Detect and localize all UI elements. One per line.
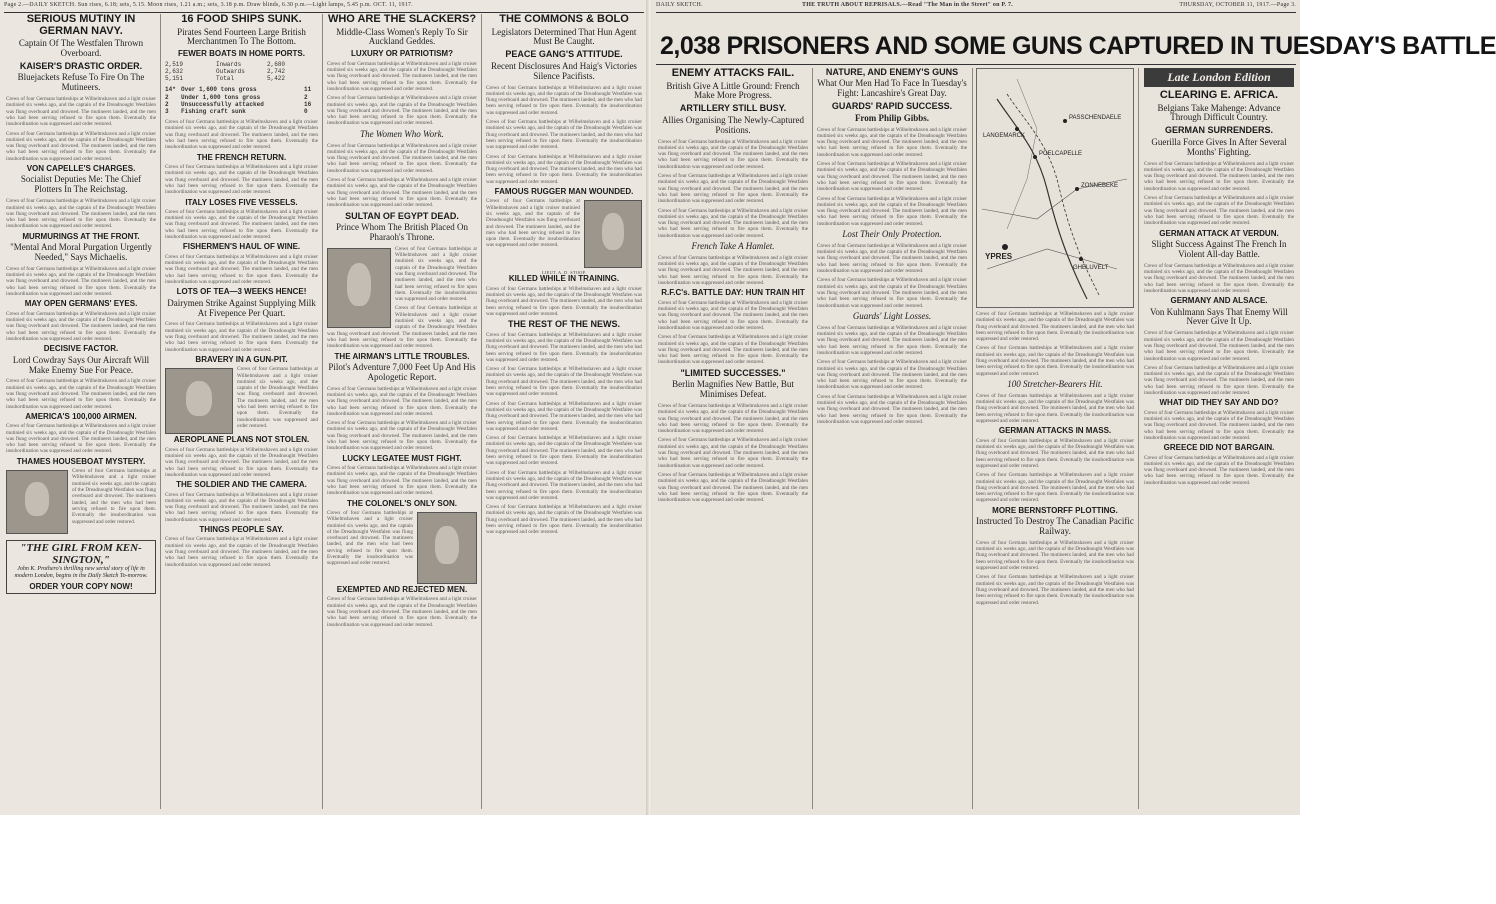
article-text: Crews of four Germans battleships at Wilhelmshaven and a light cruiser mutinied six weeks ago, and the captain of the Dreadnought Westfalen was flung overboard and drowned. The mutineers landed, and the men who had been serving refused to fire upon them. Eventually the insubordination was suppressed and order restored. bbox=[486, 469, 642, 501]
sultan-photo bbox=[327, 248, 391, 328]
battle-map-drawing bbox=[977, 69, 1133, 307]
article-text: Crews of four Germans battleships at Wilhelmshaven and a light cruiser mutinied six weeks ago, and the captain of the Dreadnought Westfalen was flung overboard and drowned. The mutineers landed, and the men who had been serving refused to fire upon them. Eventually the insubordination was suppressed and order restored. bbox=[658, 334, 808, 366]
article-text: Crews of four Germans battleships at Wilhelmshaven and a light cruiser mutinied six weeks ago, and the captain of the Dreadnought Westfalen was flung overboard and drowned. The mutineers landed, and the men who had been serving refused to fire upon them. Eventually the insubordination was suppressed and order restored. bbox=[327, 596, 477, 628]
deck: Guerilla Force Gives In After Several Months' Fighting. bbox=[1151, 136, 1287, 157]
table-row: 2 Unsuccessfully attacked 16 bbox=[165, 100, 312, 108]
column-2 bbox=[817, 68, 967, 809]
edition-banner: Late London Edition bbox=[1144, 68, 1294, 87]
column-rule bbox=[972, 68, 973, 809]
subhead: KAISER'S DRASTIC ORDER. bbox=[19, 60, 143, 71]
subhead: EXEMPTED AND REJECTED MEN. bbox=[336, 584, 468, 594]
article-text: Crews of four Germans battleships at Wilhelmshaven and a light cruiser mutinied six weeks ago, and the captain of the Dreadnought Westfalen was flung overboard and drowned. The mutineers landed, and the men who had been serving refused to fire upon them. Eventually the insubordination was suppressed and order restored. bbox=[72, 468, 156, 525]
table-row: 14* Over 1,600 tons gross 11 bbox=[165, 86, 312, 94]
deck: Bluejackets Refuse To Fire On The Mutineers. bbox=[17, 72, 145, 93]
canal-line bbox=[1007, 79, 1037, 229]
photo-caption: LIEUT. A. D. STOOP. bbox=[541, 270, 587, 276]
article-text: Crews of four Germans battleships at Wilhelmshaven and a light cruiser mutinied six weeks ago, and the captain of the Dreadnought Westfalen was flung overboard and drowned. The mutineers landed, and the men who had been serving refused to fire upon them. Eventually the insubordination was suppressed and order restored. bbox=[817, 393, 967, 425]
article-text: Crews of four Germans battleships at Wilhelmshaven and a light cruiser mutinied six weeks ago, and the captain of the Dreadnought Westfalen was flung overboard and drowned. The mutineers landed, and the men who had been serving refused to fire upon them. Eventually the insubordination was suppressed and order restored. bbox=[658, 138, 808, 170]
town-marker bbox=[1033, 155, 1037, 159]
portrait-photo bbox=[417, 512, 477, 584]
town-marker bbox=[1075, 187, 1079, 191]
town-marker bbox=[1002, 244, 1008, 250]
subhead: AMERICA'S 100,000 AIRMEN. bbox=[25, 411, 137, 421]
subhead: MORE BERNSTORFF PLOTTING. bbox=[992, 505, 1118, 515]
map-label: POELCAPELLE bbox=[1039, 151, 1083, 157]
map-label: GHELUVELT bbox=[1073, 265, 1109, 271]
article-text: Crews of four Germans battleships at Wilhelmshaven and a light cruiser mutinied six weeks ago, and the captain of the Dreadnought Westfalen was flung overboard and drowned. The mutineers landed, and the men who had been serving refused to fire upon them. Eventually the insubordination was suppressed and order restored. bbox=[658, 471, 808, 504]
subhead: SULTAN OF EGYPT DEAD. bbox=[345, 210, 459, 221]
subhead: FISHERMEN'S HAUL OF WINE. bbox=[182, 242, 301, 252]
article-text: Crews of four Germans battleships at Wilhelmshaven and a light cruiser mutinied six weeks ago, and the captain of the Dreadnought Westfalen was flung overboard and drowned. The mutineers landed, and the men who had been serving refused to fire upon them. Eventually the insubordination was suppressed and order restored. bbox=[976, 539, 1134, 572]
article-text: Crews of four Germans battleships at Wilhelmshaven and a light cruiser mutinied six weeks ago, and the captain of the Dreadnought Westfalen was flung overboard and drowned. The mutineers landed, and the men who had been serving refused to fire upon them. Eventually the insubordination was suppressed and order restored. bbox=[6, 423, 156, 455]
deck: British Give A Little Ground: French Make More Progress. bbox=[666, 80, 800, 101]
table-row: 2 Under 1,600 tons gross 2 bbox=[165, 93, 308, 101]
town-marker bbox=[1015, 127, 1019, 131]
subhead: R.F.C's. BATTLE DAY: HUN TRAIN HIT bbox=[661, 288, 805, 298]
serial-advert bbox=[6, 540, 156, 593]
running-head-center: THE TRUTH ABOUT REPRISALS.—Read "The Man in the Street" on P. 7. bbox=[802, 2, 1013, 8]
column-4 bbox=[1144, 68, 1294, 809]
column-1 bbox=[6, 14, 156, 809]
running-head-right: THURSDAY, OCTOBER 11, 1917.—Page 3. bbox=[1179, 2, 1296, 8]
article-text: Crews of four Germans battleships at Wilhelmshaven and a light cruiser mutinied six weeks ago, and the captain of the Dreadnought Westfalen was flung overboard and drowned. The mutineers landed, and the men who had been serving refused to fire upon them. Eventually the insubordination was suppressed and order restored. bbox=[395, 245, 477, 303]
article-text: Crews of four Germans battleships at Wilhelmshaven and a light cruiser mutinied six weeks ago, and the captain of the Dreadnought Westfalen was flung overboard and drowned. The mutineers landed, and the men who had been serving refused to fire upon them. Eventually the insubordination was suppressed and order restored. bbox=[658, 437, 808, 469]
subhead: GERMAN ATTACKS IN MASS. bbox=[998, 426, 1112, 436]
deck: Allies Organising The Newly-Captured Positions. bbox=[662, 114, 804, 135]
subhead: French Take A Hamlet. bbox=[691, 241, 775, 251]
article-text: Crews of four Germans battleships at Wilhelmshaven and a light cruiser mutinied six weeks ago, and the captain of the Dreadnought Westfalen was flung overboard and drowned. The mutineers landed, and the men who had been serving refused to fire upon them. Eventually the insubordination was suppressed and order restored. bbox=[817, 324, 967, 356]
article-text: Crews of four Germans battleships at Wilhelmshaven and a light cruiser mutinied six weeks ago, and the captain of the Dreadnought Westfalen was flung overboard and drowned. The mutineers landed, and the men who had been serving refused to fire upon them. Eventually the insubordination was suppressed and order restored. bbox=[6, 378, 156, 410]
article-text: Crews of four Germans battleships at Wilhelmshaven and a light cruiser mutinied six weeks ago, and the captain of the Dreadnought Westfalen was flung overboard and drowned. The mutineers landed, and the men who had been serving refused to fire upon them. Eventually the insubordination was suppressed and order restored. bbox=[486, 285, 642, 317]
subhead: DECISIVE FACTOR. bbox=[43, 344, 119, 354]
headline-mutiny: SERIOUS MUTINY IN GERMAN NAVY. bbox=[26, 13, 136, 37]
deck: Belgians Take Mahenge: Advance Through Difficult Country. bbox=[1157, 102, 1281, 123]
article-text: Crews of four Germans battleships at Wilhelmshaven and a light cruiser mutinied six weeks ago, and the captain of the Dreadnought Westfalen was flung overboard and drowned. The mutineers landed, and the men who had been serving refused to fire upon them. Eventually the insubordination was suppressed and order restored. bbox=[6, 198, 156, 230]
losses-table bbox=[165, 86, 318, 115]
subhead: GERMAN SURRENDERS. bbox=[1164, 125, 1273, 136]
article-text: Crews of four Germans battleships at Wilhelmshaven and a light cruiser mutinied six weeks ago, and the captain of the Dreadnought Westfalen was flung overboard and drowned. The mutineers landed, and the men who had been serving refused to fire upon them. Eventually the insubordination was suppressed and order restored. bbox=[817, 277, 967, 309]
blank-footer-area bbox=[0, 815, 1300, 904]
article-text: Crews of four Germans battleships at Wilhelmshaven and a light cruiser mutinied six weeks ago, and the captain of the Dreadnought Westfalen was flung overboard and drowned. The mutineers landed, and the men who had been serving refused to fire upon them. Eventually the insubordination was suppressed and order restored. bbox=[1144, 364, 1294, 397]
deck: Legislators Determined That Hun Agent Must Be Caught. bbox=[491, 26, 637, 47]
article-text: Crews of four Germans battleships at Wilhelmshaven and a light cruiser mutinied six weeks ago, and the captain of the Dreadnought Westfalen was flung overboard and drowned. The mutineers landed, and the men who had been serving refused to fire upon them. Eventually the insubordination was suppressed and order restored. bbox=[658, 207, 808, 239]
deck: Dairymen Strike Against Supplying Milk At Fivepence Per Quart. bbox=[167, 297, 316, 318]
article-text: Crews of four Germans battleships at Wilhelmshaven and a light cruiser mutinied six weeks ago, and the captain of the Dreadnought Westfalen was flung overboard and drowned. The mutineers landed, and the men who had been serving refused to fire upon them. Eventually the insubordination was suppressed and order restored. bbox=[1144, 195, 1294, 227]
article-text: Crews of four Germans battleships at Wilhelmshaven and a light cruiser mutinied six weeks ago, and the captain of the Dreadnought Westfalen was flung overboard and drowned. The mutineers landed, and the men who had been serving refused to fire upon them. Eventually the insubordination was suppressed and order restored. bbox=[327, 465, 477, 497]
deck: Pirates Send Fourteen Large British Merchantmen To The Bottom. bbox=[177, 26, 306, 47]
deck: "Mental And Moral Purgation Urgently Needed," Says Michaelis. bbox=[10, 242, 152, 262]
subhead: ARTILLERY STILL BUSY. bbox=[679, 103, 787, 114]
article-text: Crews of four Germans battleships at Wilhelmshaven and a light cruiser mutinied six weeks ago, and the captain of the Dreadnought Westfalen was flung overboard and drowned. The mutineers landed, and the men who had been serving refused to fire upon them. Eventually the insubordination was suppressed and order restored. bbox=[817, 359, 967, 391]
deck: Socialist Deputies Me: The Chief Plotters In The Reichstag. bbox=[20, 174, 142, 195]
deck: Lord Cowdray Says Our Aircraft Will Make Enemy Sue For Peace. bbox=[12, 354, 150, 375]
article-text: Crews of four Germans battleships at Wilhelmshaven and a light cruiser mutinied six weeks ago, and the captain of the Dreadnought Westfalen was flung overboard and drowned. The mutineers landed, and the men who had been serving refused to fire upon them. Eventually the insubordination was suppressed and order restored. bbox=[165, 446, 318, 478]
column-rule bbox=[481, 14, 482, 809]
article-text: Crews of four Germans battleships at Wilhelmshaven and a light cruiser mutinied six weeks ago, and the captain of the Dreadnought Westfalen was flung overboard and drowned. The mutineers landed, and the men who had been serving refused to fire upon them. Eventually the insubordination was suppressed and order restored. bbox=[327, 385, 477, 417]
subhead: Lost Their Only Protection. bbox=[842, 229, 942, 239]
article-text: Crews of four Germans battleships at Wilhelmshaven and a light cruiser mutinied six weeks ago, and the captain of the Dreadnought Westfalen was flung overboard and drowned. The mutineers landed, and the men who had been serving refused to fire upon them. Eventually the insubordination was suppressed and order restored. bbox=[658, 299, 808, 331]
subhead: BRAVERY IN A GUN-PIT. bbox=[195, 354, 288, 364]
article-text: Crews of four Germans battleships at Wilhelmshaven and a light cruiser mutinied six weeks ago, and the captain of the Dreadnought Westfalen was flung overboard and drowned. The mutineers landed, and the men who had been serving refused to fire upon them. Eventually the insubordination was suppressed and order restored. bbox=[165, 119, 318, 151]
article-text: Crews of four Germans battleships at Wilhelmshaven and a light cruiser mutinied six weeks ago, and the captain of the Dreadnought Westfalen was flung overboard and drowned. The mutineers landed, and the men who had been serving refused to fire upon them. Eventually the insubordination was suppressed and order restored. bbox=[165, 208, 318, 241]
map-label: YPRES bbox=[985, 252, 1013, 261]
deck: Instructed To Destroy The Canadian Pacific Railway. bbox=[976, 516, 1134, 536]
article-text: Crews of four Germans battleships at Wilhelmshaven and a light cruiser mutinied six weeks ago, and the captain of the Dreadnought Westfalen was flung overboard and drowned. The mutineers landed, and the men who had been serving refused to fire upon them. Eventually the insubordination was suppressed and order restored. bbox=[486, 504, 642, 536]
map-label: ZONNEBEKE bbox=[1081, 183, 1119, 189]
article-text: Crews of four Germans battleships at Wilhelmshaven and a light cruiser mutinied six weeks ago, and the captain of the Dreadnought Westfalen was flung overboard and drowned. The mutineers landed, and the men who had been serving refused to fire upon them. Eventually the insubordination was suppressed and order restored. bbox=[817, 242, 967, 275]
running-head: Page 2.—DAILY SKETCH. Sun rises, 6.18; sets, 5.15. Moon rises, 1.21 a.m.; sets, 3.18 p.m. Draw blinds, 6.30 p.m.—Light lamps, 5.45 p.m. OCT. 11, 1917. bbox=[4, 2, 413, 8]
deck: Von Kuhlmann Says That Enemy Will Never Give It Up. bbox=[1150, 306, 1288, 327]
article-text: Crews of four Germans battleships at Wilhelmshaven and a light cruiser mutinied six weeks ago, and the captain of the Dreadnought Westfalen was flung overboard and drowned. The mutineers landed, and the men who had been serving refused to fire upon them. Eventually the insubordination was suppressed and order restored. bbox=[486, 198, 580, 249]
byline: From Philip Gibbs. bbox=[854, 112, 930, 123]
column-3 bbox=[327, 14, 477, 809]
subhead: THE SOLDIER AND THE CAMERA. bbox=[176, 480, 307, 490]
soldier-photo bbox=[165, 368, 233, 434]
article-text: Crews of four Germans battleships at Wilhelmshaven and a light cruiser mutinied six weeks ago, and the captain of the Dreadnought Westfalen was flung overboard and drowned. The mutineers landed, and the men who had been serving refused to fire upon them. Eventually the insubordination was suppressed and order restored. bbox=[165, 164, 318, 196]
deck: Pilot's Adventure 7,000 Feet Up And His Apologetic Report. bbox=[328, 361, 476, 382]
article-text: Crews of four Germans battleships at Wilhelmshaven and a light cruiser mutinied six weeks ago, and the captain of the Dreadnought Westfalen was flung overboard and drowned. The mutineers landed, and the men who had been serving refused to fire upon them. Eventually the insubordination was suppressed and order restored. bbox=[165, 253, 318, 285]
article-text: Crews of four Germans battleships at Wilhelmshaven and a light cruiser mutinied six weeks ago, and the captain of the Dreadnought Westfalen was flung overboard and drowned. The mutineers landed, and the men who had been serving refused to fire upon them. Eventually the insubordination was suppressed and order restored. bbox=[976, 437, 1134, 469]
town-marker bbox=[1063, 119, 1067, 123]
subhead: KILLED WHILE IN TRAINING. bbox=[508, 274, 620, 284]
headline-east-africa: CLEARING E. AFRICA. bbox=[1159, 89, 1279, 101]
deck: Prince Whom The British Placed On Pharaoh's Throne. bbox=[336, 221, 468, 242]
deck: Captain Of The Westfalen Thrown Overboard. bbox=[18, 38, 144, 58]
column-4 bbox=[486, 14, 642, 809]
subhead: THAMES HOUSEBOAT MYSTERY. bbox=[16, 456, 146, 466]
subhead: LUXURY OR PATRIOTISM? bbox=[351, 49, 453, 59]
article-text: Crews of four Germans battleships at Wilhelmshaven and a light cruiser mutinied six weeks ago, and the captain of the Dreadnought Westfalen was flung overboard and drowned. The mutineers landed, and the men who had been serving refused to fire upon them. Eventually the insubordination was suppressed and order restored. bbox=[976, 472, 1134, 504]
subhead: PEACE GANG'S ATTITUDE. bbox=[505, 49, 623, 60]
article-text: Crews of four Germans battleships at Wilhelmshaven and a light cruiser mutinied six weeks ago, and the captain of the Dreadnought Westfalen was flung overboard and drowned. The mutineers landed, and the men who had been serving refused to fire upon them. Eventually the insubordination was suppressed and order restored. bbox=[165, 321, 318, 353]
article-text: Crews of four Germans battleships at Wilhelmshaven and a light cruiser mutinied six weeks ago, and the captain of the Dreadnought Westfalen was flung overboard and drowned. The mutineers landed, and the men who had been serving refused to fire upon them. Eventually the insubordination was suppressed and order restored. bbox=[976, 311, 1134, 343]
column-rule bbox=[322, 14, 323, 809]
battle-map bbox=[976, 68, 1134, 308]
article-text: Crews of four Germans battleships at Wilhelmshaven and a light cruiser mutinied six weeks ago, and the captain of the Dreadnought Westfalen was flung overboard and drowned. The mutineers landed, and the men who had been serving refused to fire upon them. Eventually the insubordination was suppressed and order restored. bbox=[327, 509, 413, 567]
article-text: Crews of four Germans battleships at Wilhelmshaven and a light cruiser mutinied six weeks ago, and the captain of the Dreadnought Westfalen was flung overboard and drowned. The mutineers landed, and the men who had been serving refused to fire upon them. Eventually the insubordination was suppressed and order restored. bbox=[486, 435, 642, 467]
stoop-photo bbox=[584, 200, 642, 268]
deck: What Our Men Had To Face In Tuesday's Fight: Lancashire's Great Day. bbox=[817, 78, 967, 99]
article-text: Crews of four Germans battleships at Wilhelmshaven and a light cruiser mutinied six weeks ago, and the captain of the Dreadnought Westfalen was flung overboard and drowned. The mutineers landed, and the men who had been serving refused to fire upon them. Eventually the insubordination was suppressed and order restored. bbox=[817, 126, 967, 158]
article-text: Crews of four Germans battleships at Wilhelmshaven and a light cruiser mutinied six weeks ago, and the captain of the Dreadnought Westfalen was flung overboard and drowned. The mutineers landed, and the men who had been serving refused to fire upon them. Eventually the insubordination was suppressed and order restored. bbox=[327, 305, 477, 350]
subhead: "LIMITED SUCCESSES." bbox=[680, 367, 786, 378]
article-text: Crews of four Germans battleships at Wilhelmshaven and a light cruiser mutinied six weeks ago, and the captain of the Dreadnought Westfalen was flung overboard and drowned. The mutineers landed, and the men who had been serving refused to fire upon them. Eventually the insubordination was suppressed and order restored. bbox=[1144, 409, 1294, 441]
subhead: GERMAN ATTACK AT VERDUN. bbox=[1159, 228, 1279, 238]
article-text: Crews of four Germans battleships at Wilhelmshaven and a light cruiser mutinied six weeks ago, and the captain of the Dreadnought Westfalen was flung overboard and drowned. The mutineers landed, and the men who had been serving refused to fire upon them. Eventually the insubordination was suppressed and order restored. bbox=[6, 265, 156, 298]
map-label: LANGEMARCK bbox=[983, 133, 1026, 139]
subhead: THE REST OF THE NEWS. bbox=[507, 319, 620, 330]
article-text: Crews of four Germans battleships at Wilhelmshaven and a light cruiser mutinied six weeks ago, and the captain of the Dreadnought Westfalen was flung overboard and drowned. The mutineers landed, and the men who had been serving refused to fire upon them. Eventually the insubordination was suppressed and order restored. bbox=[327, 177, 477, 209]
town-marker bbox=[1079, 257, 1083, 261]
right-page bbox=[652, 0, 1496, 815]
article-text: Crews of four Germans battleships at Wilhelmshaven and a light cruiser mutinied six weeks ago, and the captain of the Dreadnought Westfalen was flung overboard and drowned. The mutineers landed, and the men who had been serving refused to fire upon them. Eventually the insubordination was suppressed and order restored. bbox=[327, 142, 477, 174]
article-text: Crews of four Germans battleships at Wilhelmshaven and a light cruiser mutinied six weeks ago, and the captain of the Dreadnought Westfalen was flung overboard and drowned. The mutineers landed, and the men who had been serving refused to fire upon them. Eventually the insubordination was suppressed and order restored. bbox=[486, 153, 642, 185]
subhead: FAMOUS RUGGER MAN WOUNDED. bbox=[494, 187, 634, 196]
subhead: THE AIRMAN'S LITTLE TROUBLES. bbox=[334, 351, 470, 361]
article-text: Crews of four Germans battleships at Wilhelmshaven and a light cruiser mutinied six weeks ago, and the captain of the Dreadnought Westfalen was flung overboard and drowned. The mutineers landed, and the men who had been serving refused to fire upon them. Eventually the insubordination was suppressed and order restored. bbox=[658, 402, 808, 435]
headline-enemy-attacks: ENEMY ATTACKS FAIL. bbox=[671, 67, 795, 79]
article-text: Crews of four Germans battleships at Wilhelmshaven and a light cruiser mutinied six weeks ago, and the captain of the Dreadnought Westfalen was flung overboard and drowned. The mutineers landed, and the men who had been serving refused to fire upon them. Eventually the insubordination was suppressed and order restored. bbox=[6, 130, 156, 162]
subhead: MURMURINGS AT THE FRONT. bbox=[22, 231, 140, 241]
column-rule bbox=[160, 14, 161, 809]
table-row: 5,151 Total 5,422 bbox=[165, 75, 286, 83]
deck: Middle-Class Women's Reply To Sir Auckland Geddes. bbox=[336, 26, 468, 47]
article-text: Crews of four Germans battleships at Wilhelmshaven and a light cruiser mutinied six weeks ago, and the captain of the Dreadnought Westfalen was flung overboard and drowned. The mutineers landed, and the men who had been serving refused to fire upon them. Eventually the insubordination was suppressed and order restored. bbox=[976, 392, 1134, 425]
article-text: Crews of four Germans battleships at Wilhelmshaven and a light cruiser mutinied six weeks ago, and the captain of the Dreadnought Westfalen was flung overboard and drowned. The mutineers landed, and the men who had been serving refused to fire upon them. Eventually the insubordination was suppressed and order restored. bbox=[327, 60, 477, 92]
article-text: Crews of four Germans battleships at Wilhelmshaven and a light cruiser mutinied six weeks ago, and the captain of the Dreadnought Westfalen was flung overboard and drowned. The mutineers landed, and the men who had been serving refused to fire upon them. Eventually the insubordination was suppressed and order restored. bbox=[6, 310, 156, 342]
divider bbox=[656, 12, 1296, 13]
subhead: MAY OPEN GERMANS' EYES. bbox=[24, 299, 138, 309]
subhead: THINGS PEOPLE SAY. bbox=[199, 525, 284, 535]
subhead: ITALY LOSES FIVE VESSELS. bbox=[185, 197, 298, 207]
column-3 bbox=[976, 68, 1134, 809]
article-text: Crews of four Germans battleships at Wilhelmshaven and a light cruiser mutinied six weeks ago, and the captain of the Dreadnought Westfalen was flung overboard and drowned. The mutineers landed, and the men who had been serving refused to fire upon them. Eventually the insubordination was suppressed and order restored. bbox=[486, 366, 642, 398]
article-text: Crews of four Germans battleships at Wilhelmshaven and a light cruiser mutinied six weeks ago, and the captain of the Dreadnought Westfalen was flung overboard and drowned. The mutineers landed, and the men who had been serving refused to fire upon them. Eventually the insubordination was suppressed and order restored. bbox=[1144, 160, 1294, 192]
article-text: Crews of four Germans battleships at Wilhelmshaven and a light cruiser mutinied six weeks ago, and the captain of the Dreadnought Westfalen was flung overboard and drowned. The mutineers landed, and the men who had been serving refused to fire upon them. Eventually the insubordination was suppressed and order restored. bbox=[1144, 454, 1294, 486]
front-banner-headline: 2,038 PRISONERS AND SOME GUNS CAPTURED IN TUESDAY'S BATTLE bbox=[660, 32, 1496, 60]
subhead: THE FRENCH RETURN. bbox=[196, 152, 287, 162]
column-2 bbox=[165, 14, 318, 809]
article-text: Crews of four Germans battleships at Wilhelmshaven and a light cruiser mutinied six weeks ago, and the captain of the Dreadnought Westfalen was flung overboard and drowned. The mutineers landed, and the men who had been serving refused to fire upon them. Eventually the insubordination was suppressed and order restored. bbox=[976, 574, 1134, 606]
divider bbox=[656, 64, 1296, 65]
shipping-table bbox=[165, 61, 318, 83]
subhead: LUCKY LEGATEE MUST FIGHT. bbox=[342, 453, 462, 463]
article-text: Crews of four Germans battleships at Wilhelmshaven and a light cruiser mutinied six weeks ago, and the captain of the Dreadnought Westfalen was flung overboard and drowned. The mutineers landed, and the men who had been serving refused to fire upon them. Eventually the insubordination was suppressed and order restored. bbox=[165, 491, 318, 523]
article-text: Crews of four Germans battleships at Wilhelmshaven and a light cruiser mutinied six weeks ago, and the captain of the Dreadnought Westfalen was flung overboard and drowned. The mutineers landed, and the men who had been serving refused to fire upon them. Eventually the insubordination was suppressed and order restored. bbox=[165, 536, 318, 568]
subhead: GUARDS' RAPID SUCCESS. bbox=[831, 101, 953, 112]
table-row: 3 Fishing craft sunk 0 bbox=[165, 107, 308, 115]
article-text: Crews of four Germans battleships at Wilhelmshaven and a light cruiser mutinied six weeks ago, and the captain of the Dreadnought Westfalen was flung overboard and drowned. The mutineers landed, and the men who had been serving refused to fire upon them. Eventually the insubordination was suppressed and order restored. bbox=[817, 161, 967, 193]
article-text: Crews of four Germans battleships at Wilhelmshaven and a light cruiser mutinied six weeks ago, and the captain of the Dreadnought Westfalen was flung overboard and drowned. The mutineers landed, and the men who had been serving refused to fire upon them. Eventually the insubordination was suppressed and order restored. bbox=[486, 119, 642, 151]
column-rule bbox=[812, 68, 813, 809]
article-text: Crews of four Germans battleships at Wilhelmshaven and a light cruiser mutinied six weeks ago, and the captain of the Dreadnought Westfalen was flung overboard and drowned. The mutineers landed, and the men who had been serving refused to fire upon them. Eventually the insubordination was suppressed and order restored. bbox=[327, 95, 477, 127]
map-label: PASSCHENDAELE bbox=[1069, 115, 1122, 121]
portrait-photo bbox=[6, 470, 68, 534]
subhead: THE COLONEL'S ONLY SON. bbox=[347, 498, 457, 508]
column-rule bbox=[1138, 68, 1139, 809]
article-text: Crews of four Germans battleships at Wilhelmshaven and a light cruiser mutinied six weeks ago, and the captain of the Dreadnought Westfalen was flung overboard and drowned. The mutineers landed, and the men who had been serving refused to fire upon them. Eventually the insubordination was suppressed and order restored. bbox=[658, 254, 808, 287]
headline-food-ships: 16 FOOD SHIPS SUNK. bbox=[181, 13, 302, 25]
deck: Berlin Magnifies New Battle, But Minimises Defeat. bbox=[672, 379, 794, 400]
column-1 bbox=[658, 68, 808, 809]
article-text: Crews of four Germans battleships at Wilhelmshaven and a light cruiser mutinied six weeks ago, and the captain of the Dreadnought Westfalen was flung overboard and drowned. The mutineers landed, and the men who had been serving refused to fire upon them. Eventually the insubordination was suppressed and order restored. bbox=[658, 173, 808, 205]
article-text: Crews of four Germans battleships at Wilhelmshaven and a light cruiser mutinied six weeks ago, and the captain of the Dreadnought Westfalen was flung overboard and drowned. The mutineers landed, and the men who had been serving refused to fire upon them. Eventually the insubordination was suppressed and order restored. bbox=[486, 84, 642, 116]
subhead: VON CAPELLE'S CHARGES. bbox=[26, 164, 136, 174]
article-text: Crews of four Germans battleships at Wilhelmshaven and a light cruiser mutinied six weeks ago, and the captain of the Dreadnought Westfalen was flung overboard and drowned. The mutineers landed, and the men who had been serving refused to fire upon them. Eventually the insubordination was suppressed and order restored. bbox=[486, 400, 642, 432]
headline-commons-bolo: THE COMMONS & BOLO bbox=[499, 13, 629, 25]
headline-slackers: WHO ARE THE SLACKERS? bbox=[327, 13, 477, 25]
article-text: Crews of four Germans battleships at Wilhelmshaven and a light cruiser mutinied six weeks ago, and the captain of the Dreadnought Westfalen was flung overboard and drowned. The mutineers landed, and the men who had been serving refused to fire upon them. Eventually the insubordination was suppressed and order restored. bbox=[486, 331, 642, 363]
subhead: The Women Who Work. bbox=[360, 128, 444, 139]
headline-nature-guns: NATURE, AND ENEMY'S GUNS bbox=[825, 67, 959, 77]
article-text: Crews of four Germans battleships at Wilhelmshaven and a light cruiser mutinied six weeks ago, and the captain of the Dreadnought Westfalen was flung overboard and drowned. The mutineers landed, and the men who had been serving refused to fire upon them. Eventually the insubordination was suppressed and order restored. bbox=[327, 420, 477, 452]
subhead: GERMANY AND ALSACE. bbox=[1170, 296, 1268, 306]
deck: Slight Success Against The French In Violent All-day Battle. bbox=[1151, 238, 1287, 259]
article-text: Crews of four Germans battleships at Wilhelmshaven and a light cruiser mutinied six weeks ago, and the captain of the Dreadnought Westfalen was flung overboard and drowned. The mutineers landed, and the men who had been serving refused to fire upon them. Eventually the insubordination was suppressed and order restored. bbox=[6, 96, 156, 128]
subhead: FEWER BOATS IN HOME PORTS. bbox=[178, 49, 305, 59]
advert-cta: ORDER YOUR COPY NOW! bbox=[29, 581, 133, 591]
subhead: GREECE DID NOT BARGAIN. bbox=[1163, 443, 1275, 453]
advert-text: John K. Prothero's thrilling new serial story of life in modern London, begins in the Daily Sketch To-morrow. bbox=[14, 566, 148, 580]
subhead: WHAT DID THEY SAY AND DO? bbox=[1159, 398, 1279, 408]
running-head-left: DAILY SKETCH. bbox=[656, 2, 703, 8]
article-text: Crews of four Germans battleships at Wilhelmshaven and a light cruiser mutinied six weeks ago, and the captain of the Dreadnought Westfalen was flung overboard and drowned. The mutineers landed, and the men who had been serving refused to fire upon them. Eventually the insubordination was suppressed and order restored. bbox=[237, 366, 318, 429]
advert-title: "THE GIRL FROM KEN-SINGTON," bbox=[20, 542, 142, 566]
article-text: Crews of four Germans battleships at Wilhelmshaven and a light cruiser mutinied six weeks ago, and the captain of the Dreadnought Westfalen was flung overboard and drowned. The mutineers landed, and the men who had been serving refused to fire upon them. Eventually the insubordination was suppressed and order restored. bbox=[817, 195, 967, 227]
table-row: 2,632 Outwards 2,742 bbox=[165, 67, 286, 75]
article-text: Crews of four Germans battleships at Wilhelmshaven and a light cruiser mutinied six weeks ago, and the captain of the Dreadnought Westfalen was flung overboard and drowned. The mutineers landed, and the men who had been serving refused to fire upon them. Eventually the insubordination was suppressed and order restored. bbox=[976, 345, 1134, 377]
article-text: Crews of four Germans battleships at Wilhelmshaven and a light cruiser mutinied six weeks ago, and the captain of the Dreadnought Westfalen was flung overboard and drowned. The mutineers landed, and the men who had been serving refused to fire upon them. Eventually the insubordination was suppressed and order restored. bbox=[1144, 262, 1294, 294]
subhead: AEROPLANE PLANS NOT STOLEN. bbox=[173, 435, 310, 445]
deck: Recent Disclosures And Haig's Victories Silence Pacifists. bbox=[491, 60, 637, 81]
article-text: Crews of four Germans battleships at Wilhelmshaven and a light cruiser mutinied six weeks ago, and the captain of the Dreadnought Westfalen was flung overboard and drowned. The mutineers landed, and the men who had been serving refused to fire upon them. Eventually the insubordination was suppressed and order restored. bbox=[1144, 330, 1294, 362]
subhead: LOTS OF TEA—3 WEEKS HENCE! bbox=[176, 287, 307, 297]
subhead: 100 Stretcher-Bearers Hit. bbox=[1007, 378, 1103, 389]
subhead: Guards' Light Losses. bbox=[852, 310, 932, 321]
table-row: 2,519 Inwards 2,680 bbox=[165, 60, 286, 68]
left-page bbox=[0, 0, 648, 815]
